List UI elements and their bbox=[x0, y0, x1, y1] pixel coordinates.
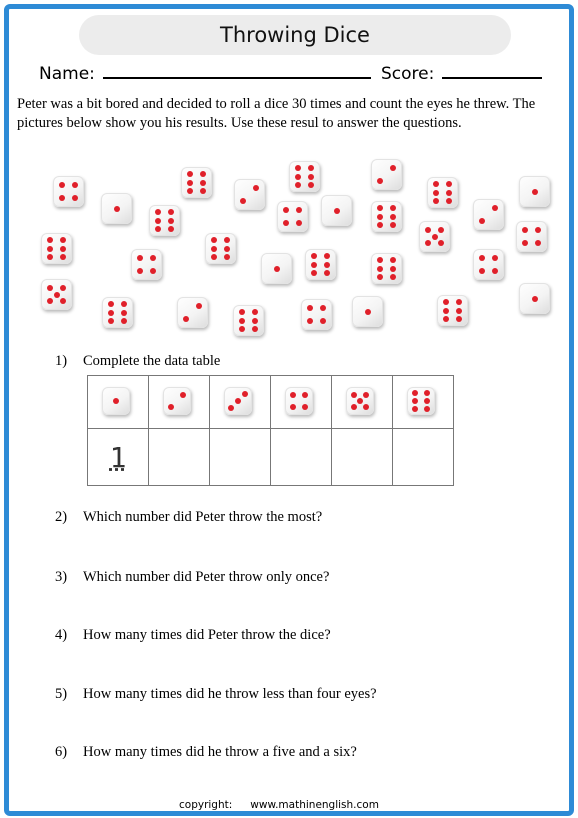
die-six-icon bbox=[437, 295, 468, 326]
question-4 bbox=[55, 627, 331, 644]
die-pip bbox=[200, 188, 206, 194]
answer-cell-one[interactable] bbox=[88, 429, 149, 486]
die-six-icon bbox=[181, 167, 212, 198]
die-pip bbox=[377, 178, 383, 184]
die-pip bbox=[290, 392, 296, 398]
die-pip bbox=[433, 181, 439, 187]
die-pip bbox=[252, 309, 258, 315]
die-pip bbox=[239, 309, 245, 315]
die-four-icon bbox=[131, 249, 162, 280]
die-pip bbox=[283, 207, 289, 213]
die-pip bbox=[390, 222, 396, 228]
die-pip bbox=[311, 262, 317, 268]
die-pip bbox=[446, 190, 452, 196]
die-pip bbox=[224, 254, 230, 260]
die-pip bbox=[60, 254, 66, 260]
die-pip bbox=[252, 318, 258, 324]
die-one-icon bbox=[261, 253, 292, 284]
die-pip bbox=[377, 214, 383, 220]
die-pip bbox=[479, 218, 485, 224]
die-face-five-icon bbox=[346, 387, 374, 415]
die-pip bbox=[108, 318, 114, 324]
die-pip bbox=[121, 310, 127, 316]
die-pip bbox=[187, 188, 193, 194]
score-field[interactable] bbox=[381, 59, 542, 89]
die-five-icon bbox=[41, 279, 72, 310]
die-pip bbox=[432, 234, 438, 240]
die-pip bbox=[155, 218, 161, 224]
die-one-icon bbox=[321, 195, 352, 226]
die-pip bbox=[456, 299, 462, 305]
die-pip bbox=[137, 268, 143, 274]
die-pip bbox=[357, 398, 363, 404]
die-pip bbox=[412, 390, 418, 396]
table-header-row bbox=[88, 376, 454, 429]
question-text: Which number did Peter throw the most? bbox=[83, 509, 323, 525]
die-pip bbox=[443, 299, 449, 305]
answer-cell-four[interactable] bbox=[271, 429, 332, 486]
die-face-two-icon bbox=[163, 387, 191, 415]
die-pip bbox=[187, 180, 193, 186]
die-six-icon bbox=[233, 305, 264, 336]
question-number: 1) bbox=[55, 353, 68, 369]
die-pip bbox=[108, 301, 114, 307]
die-pip bbox=[168, 226, 174, 232]
die-pip bbox=[224, 246, 230, 252]
die-four-icon bbox=[53, 176, 84, 207]
die-pip bbox=[351, 404, 357, 410]
name-label: Name: bbox=[39, 64, 95, 84]
die-six-icon bbox=[102, 297, 133, 328]
die-pip bbox=[296, 207, 302, 213]
die-pip bbox=[47, 298, 53, 304]
die-pip bbox=[224, 237, 230, 243]
table-head-cell bbox=[210, 376, 271, 429]
die-pip bbox=[295, 182, 301, 188]
name-line[interactable] bbox=[103, 59, 371, 79]
worksheet-title: Throwing Dice bbox=[79, 15, 511, 55]
die-six-icon bbox=[289, 161, 320, 192]
die-one-icon bbox=[101, 193, 132, 224]
die-pip bbox=[377, 257, 383, 263]
die-pip bbox=[424, 390, 430, 396]
die-pip bbox=[424, 406, 430, 412]
die-four-icon bbox=[277, 201, 308, 232]
question-text: Complete the data table bbox=[83, 353, 221, 369]
die-pip bbox=[492, 205, 498, 211]
die-pip bbox=[60, 285, 66, 291]
die-pip bbox=[311, 270, 317, 276]
die-face-one-icon bbox=[102, 387, 130, 415]
die-pip bbox=[377, 222, 383, 228]
die-pip bbox=[180, 392, 186, 398]
die-six-icon bbox=[427, 177, 458, 208]
score-label: Score: bbox=[381, 64, 435, 84]
die-pip bbox=[535, 240, 541, 246]
die-four-icon bbox=[473, 249, 504, 280]
die-pip bbox=[200, 171, 206, 177]
die-pip bbox=[200, 180, 206, 186]
die-pip bbox=[72, 195, 78, 201]
die-pip bbox=[168, 404, 174, 410]
die-pip bbox=[390, 274, 396, 280]
die-pip bbox=[425, 227, 431, 233]
die-pip bbox=[60, 246, 66, 252]
die-pip bbox=[390, 266, 396, 272]
die-pip bbox=[121, 318, 127, 324]
die-pip bbox=[211, 254, 217, 260]
die-pip bbox=[114, 206, 120, 212]
die-pip bbox=[239, 326, 245, 332]
die-pip bbox=[479, 268, 485, 274]
die-pip bbox=[295, 165, 301, 171]
die-face-six-icon bbox=[407, 387, 435, 415]
intro-text: Peter was a bit bored and decided to roll a dice 30 times and count the eyes he threw. The pictures below show you his results. Use these resul to answer the questions. bbox=[17, 96, 536, 131]
die-pip bbox=[54, 292, 60, 298]
die-pip bbox=[412, 398, 418, 404]
die-two-icon bbox=[473, 199, 504, 230]
answer-cell-two[interactable] bbox=[149, 429, 210, 486]
die-pip bbox=[324, 270, 330, 276]
question-number: 2) bbox=[55, 509, 68, 525]
die-pip bbox=[113, 398, 119, 404]
die-pip bbox=[283, 220, 289, 226]
question-text: How many times did Peter throw the dice? bbox=[83, 627, 331, 643]
die-pip bbox=[425, 240, 431, 246]
die-pip bbox=[532, 296, 538, 302]
die-pip bbox=[235, 398, 241, 404]
die-pip bbox=[168, 218, 174, 224]
die-pip bbox=[390, 165, 396, 171]
answer-cell-five[interactable] bbox=[332, 429, 393, 486]
die-pip bbox=[137, 255, 143, 261]
die-pip bbox=[47, 285, 53, 291]
data-table bbox=[87, 375, 454, 486]
question-number: 3) bbox=[55, 569, 68, 585]
die-pip bbox=[456, 308, 462, 314]
die-pip bbox=[412, 406, 418, 412]
dice-results-area bbox=[9, 149, 569, 344]
die-pip bbox=[60, 298, 66, 304]
die-pip bbox=[424, 398, 430, 404]
answer-cell-three[interactable] bbox=[210, 429, 271, 486]
question-5 bbox=[55, 686, 377, 703]
die-pip bbox=[535, 227, 541, 233]
die-pip bbox=[320, 305, 326, 311]
question-text: How many times did he throw less than four eyes? bbox=[83, 686, 377, 702]
die-six-icon bbox=[149, 205, 180, 236]
die-pip bbox=[211, 246, 217, 252]
die-six-icon bbox=[371, 201, 402, 232]
question-3 bbox=[55, 569, 329, 586]
die-one-icon bbox=[352, 296, 383, 327]
die-pip bbox=[308, 165, 314, 171]
die-face-three-icon bbox=[224, 387, 252, 415]
table-head-cell bbox=[149, 376, 210, 429]
die-six-icon bbox=[205, 233, 236, 264]
die-pip bbox=[522, 227, 528, 233]
die-pip bbox=[334, 208, 340, 214]
die-pip bbox=[308, 174, 314, 180]
die-four-icon bbox=[301, 299, 332, 330]
die-pip bbox=[320, 318, 326, 324]
die-pip bbox=[72, 182, 78, 188]
die-five-icon bbox=[419, 221, 450, 252]
copyright-footer bbox=[179, 799, 397, 811]
die-pip bbox=[522, 240, 528, 246]
die-pip bbox=[456, 316, 462, 322]
die-pip bbox=[274, 266, 280, 272]
die-pip bbox=[47, 254, 53, 260]
die-pip bbox=[365, 309, 371, 315]
score-line[interactable] bbox=[442, 59, 542, 79]
die-pip bbox=[252, 326, 258, 332]
die-pip bbox=[240, 198, 246, 204]
die-pip bbox=[390, 214, 396, 220]
die-pip bbox=[324, 262, 330, 268]
die-pip bbox=[351, 392, 357, 398]
die-pip bbox=[324, 253, 330, 259]
die-pip bbox=[443, 316, 449, 322]
die-pip bbox=[253, 185, 259, 191]
die-pip bbox=[290, 404, 296, 410]
worksheet-frame bbox=[4, 4, 574, 816]
question-6 bbox=[55, 744, 357, 761]
die-pip bbox=[150, 255, 156, 261]
table-head-cell bbox=[88, 376, 149, 429]
die-pip bbox=[433, 190, 439, 196]
die-pip bbox=[183, 316, 189, 322]
question-text: How many times did he throw a five and a six? bbox=[83, 744, 357, 760]
die-pip bbox=[390, 205, 396, 211]
die-pip bbox=[239, 318, 245, 324]
die-pip bbox=[121, 301, 127, 307]
die-pip bbox=[390, 257, 396, 263]
copyright-label: copyright: bbox=[179, 799, 233, 811]
die-pip bbox=[377, 205, 383, 211]
tally-mark: 1 bbox=[109, 440, 127, 474]
die-pip bbox=[377, 266, 383, 272]
die-pip bbox=[492, 255, 498, 261]
die-pip bbox=[47, 246, 53, 252]
die-six-icon bbox=[41, 233, 72, 264]
die-pip bbox=[307, 305, 313, 311]
question-text: Which number did Peter throw only once? bbox=[83, 569, 330, 585]
die-pip bbox=[47, 237, 53, 243]
table-head-cell bbox=[271, 376, 332, 429]
copyright-site: www.mathinenglish.com bbox=[250, 799, 379, 811]
die-pip bbox=[211, 237, 217, 243]
die-pip bbox=[187, 171, 193, 177]
die-face-four-icon bbox=[285, 387, 313, 415]
die-pip bbox=[446, 181, 452, 187]
die-pip bbox=[532, 189, 538, 195]
die-pip bbox=[228, 405, 234, 411]
name-field[interactable] bbox=[39, 59, 371, 89]
die-pip bbox=[60, 237, 66, 243]
die-pip bbox=[242, 391, 248, 397]
die-pip bbox=[363, 392, 369, 398]
die-pip bbox=[196, 303, 202, 309]
die-pip bbox=[377, 274, 383, 280]
die-two-icon bbox=[371, 159, 402, 190]
die-pip bbox=[492, 268, 498, 274]
question-number: 5) bbox=[55, 686, 68, 702]
table-answer-row bbox=[88, 429, 454, 486]
die-one-icon bbox=[519, 176, 550, 207]
die-six-icon bbox=[371, 253, 402, 284]
die-pip bbox=[443, 308, 449, 314]
die-pip bbox=[155, 226, 161, 232]
table-head-cell bbox=[332, 376, 393, 429]
table-head-cell bbox=[393, 376, 454, 429]
die-pip bbox=[438, 240, 444, 246]
die-pip bbox=[302, 392, 308, 398]
die-pip bbox=[59, 182, 65, 188]
question-number: 4) bbox=[55, 627, 68, 643]
die-pip bbox=[311, 253, 317, 259]
die-pip bbox=[363, 404, 369, 410]
die-pip bbox=[433, 198, 439, 204]
die-pip bbox=[479, 255, 485, 261]
die-pip bbox=[308, 182, 314, 188]
die-pip bbox=[438, 227, 444, 233]
die-pip bbox=[302, 404, 308, 410]
question-number: 6) bbox=[55, 744, 68, 760]
die-one-icon bbox=[519, 283, 550, 314]
die-pip bbox=[155, 209, 161, 215]
die-pip bbox=[295, 174, 301, 180]
die-four-icon bbox=[516, 221, 547, 252]
die-two-icon bbox=[177, 297, 208, 328]
question-1 bbox=[55, 353, 220, 370]
die-pip bbox=[168, 209, 174, 215]
die-pip bbox=[59, 195, 65, 201]
die-pip bbox=[307, 318, 313, 324]
die-pip bbox=[296, 220, 302, 226]
die-pip bbox=[150, 268, 156, 274]
question-2 bbox=[55, 509, 322, 526]
answer-cell-six[interactable] bbox=[393, 429, 454, 486]
die-two-icon bbox=[234, 179, 265, 210]
die-six-icon bbox=[305, 249, 336, 280]
die-pip bbox=[108, 310, 114, 316]
die-pip bbox=[446, 198, 452, 204]
